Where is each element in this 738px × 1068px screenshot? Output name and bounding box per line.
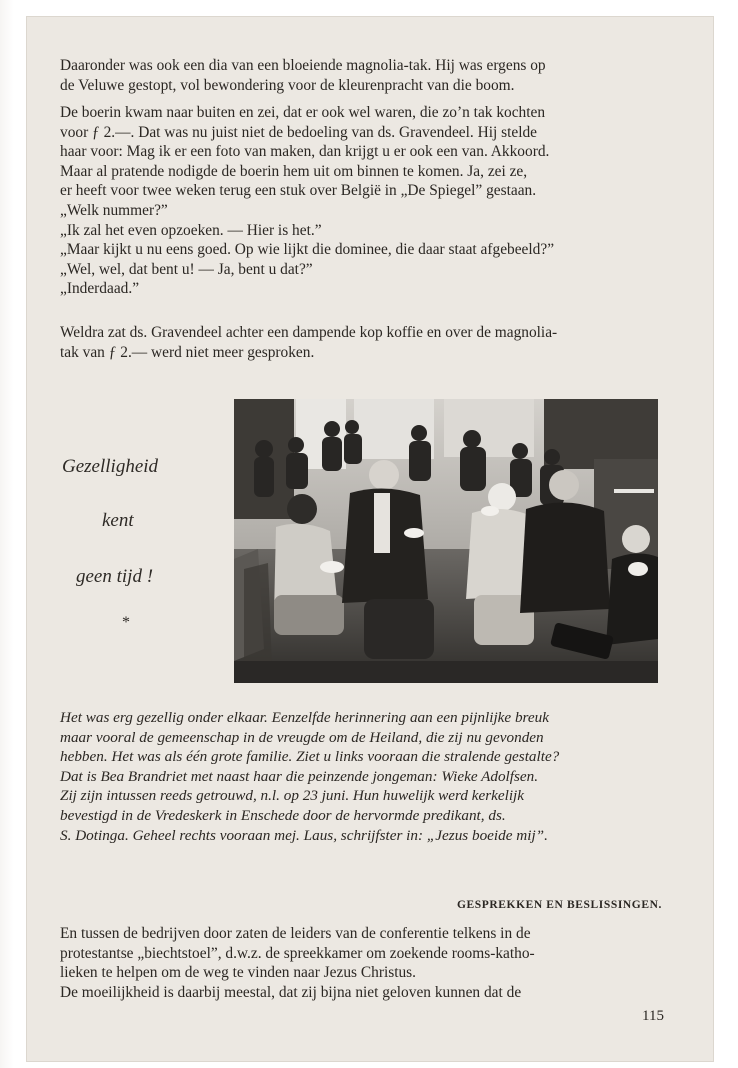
- caption-line: bevestigd in de Vredeskerk in Enschede door de hervormde predikant, ds.: [60, 806, 506, 824]
- side-caption-line-1: Gezelligheid: [62, 456, 159, 477]
- text-line: lieken te helpen om de weg te vinden naar Jezus Christus.: [60, 964, 417, 982]
- text-line: „Wel, wel, dat bent u! — Ja, bent u dat?”: [60, 260, 313, 278]
- text-line: de Veluwe gestopt, vol bewondering voor de kleurenpracht van die boom.: [60, 76, 515, 94]
- text-line: En tussen de bedrijven door zaten de leiders van de conferentie telkens in de: [60, 925, 531, 942]
- section-heading: GESPREKKEN EN BESLISSINGEN.: [456, 899, 662, 911]
- paragraph-coffee: [60, 323, 664, 362]
- paragraph-biechtstoel: [60, 924, 664, 1002]
- text-line: Daaronder was ook een dia van een bloeiende magnolia-tak. Hij was ergens op: [60, 57, 546, 74]
- caption-line: Het was erg gezellig onder elkaar. Eenzelfde herinnering aan een pijnlijke breuk: [60, 709, 549, 726]
- text-line: haar voor: Mag ik er een foto van maken, dan krijgt u er ook een van. Akkoord.: [60, 143, 550, 161]
- text-line: Maar al pratende nodigde de boerin hem uit om binnen te komen. Ja, zei ze,: [60, 162, 528, 180]
- photo-caption: [60, 708, 664, 845]
- group-photo-illustration: [234, 399, 658, 683]
- caption-line: maar vooral de gemeenschap in de vreugde om de Heiland, die zij nu gevonden: [60, 728, 544, 746]
- text-line: er heeft voor twee weken terug een stuk over België in „De Spiegel” gestaan.: [60, 182, 537, 200]
- text-line: „Maar kijkt u nu eens goed. Op wie lijkt die dominee, die daar staat afgebeeld?”: [60, 241, 555, 259]
- text-line: „Ik zal het even opzoeken. — Hier is het.”: [60, 221, 322, 239]
- text-line: De moeilijkheid is daarbij meestal, dat zij bijna niet geloven kunnen dat de: [60, 983, 522, 1001]
- text-line: protestantse „biechtstoel”, d.w.z. de spreekkamer om zoekende rooms-katho-: [60, 944, 535, 962]
- paragraph-magnolia: [60, 56, 664, 95]
- side-caption-line-2: kent: [102, 510, 134, 531]
- caption-line: hebben. Het was als één grote familie. Ziet u links vooraan die stralende gestalte?: [60, 748, 560, 766]
- text-line: tak van ƒ 2.— werd niet meer gesproken.: [60, 343, 315, 361]
- page-edge: [0, 0, 14, 1068]
- text-line: „Welk nummer?”: [60, 201, 168, 219]
- caption-line: Zij zijn intussen reeds getrouwd, n.l. op 23 juni. Hun huwelijk werd kerkelijk: [60, 787, 525, 805]
- text-line: voor ƒ 2.—. Dat was nu juist niet de bedoeling van ds. Gravendeel. Hij stelde: [60, 123, 538, 141]
- text-line: De boerin kwam naar buiten en zei, dat er ook wel waren, die zo’n tak kochten: [60, 104, 546, 121]
- page-number: 115: [642, 1008, 664, 1024]
- caption-line: Dat is Bea Brandriet met naast haar die peinzende jongeman: Wieke Adolfsen.: [60, 767, 539, 785]
- text-line: Weldra zat ds. Gravendeel achter een dampende kop koffie en over de magnolia-: [60, 324, 558, 341]
- paragraph-dialogue: [60, 103, 664, 299]
- side-caption-line-3: geen tijd !: [76, 566, 154, 587]
- text-line: „Inderdaad.”: [60, 280, 140, 298]
- caption-line: S. Dotinga. Geheel rechts vooraan mej. Laus, schrijfster in: „Jezus boeide mij”.: [60, 826, 548, 844]
- group-photo: [234, 399, 658, 683]
- side-caption-asterisk: *: [122, 614, 130, 631]
